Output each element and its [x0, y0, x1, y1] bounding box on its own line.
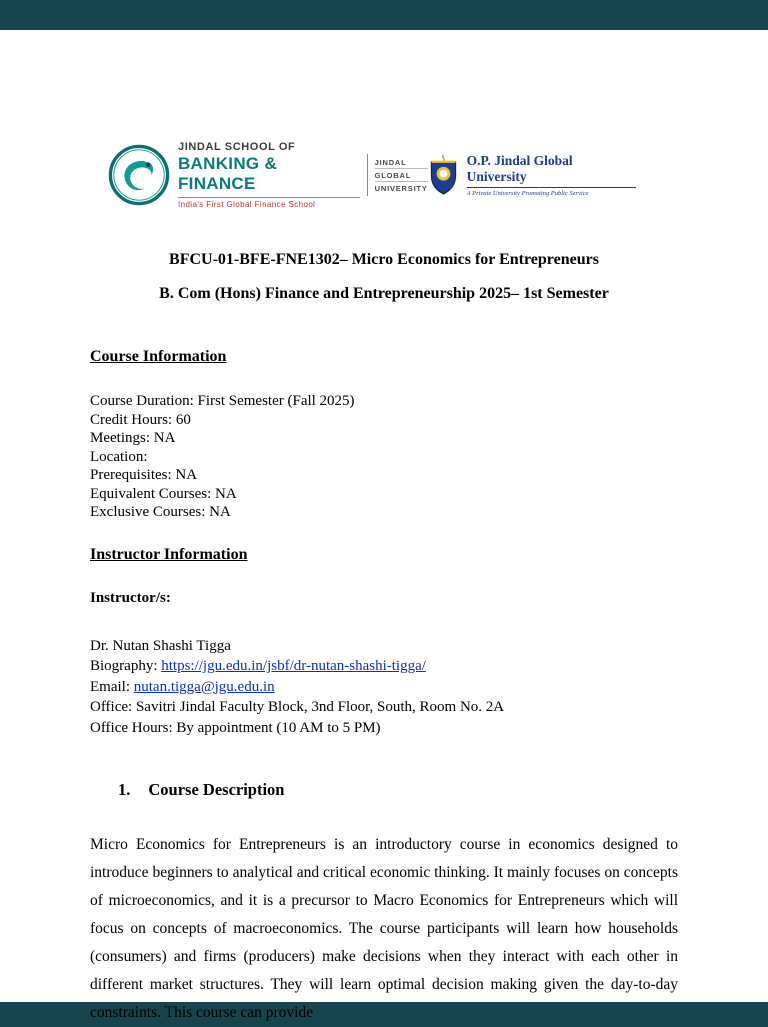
- logo-divider: [367, 154, 368, 196]
- info-line-meetings: Meetings: NA: [90, 430, 176, 446]
- jgu-side-line1: JINDAL: [375, 156, 428, 169]
- jgu-side-line3: UNIVERSITY: [374, 183, 428, 193]
- biography-label: Biography:: [90, 658, 162, 674]
- jsbf-tagline: India's First Global Finance School: [178, 197, 360, 209]
- instructor-block: [90, 636, 678, 739]
- info-line-credit-hours: Credit Hours: 60: [90, 411, 191, 428]
- info-line-course-duration: Course Duration: First Semester (Fall 2025): [90, 393, 355, 409]
- jgu-side-text: [375, 156, 428, 194]
- jsbf-circle-icon: [108, 144, 170, 206]
- biography-link[interactable]: https://jgu.edu.in/jsbf/dr-nutan-shashi-tigga/: [161, 658, 426, 674]
- instructor-biography-line: [90, 656, 678, 677]
- jsbf-logo: [108, 141, 428, 209]
- info-line-equivalent-courses: Equivalent Courses: NA: [90, 485, 237, 502]
- opjgu-logo: [428, 153, 636, 197]
- instructor-office-hours-line: Office Hours: By appointment (10 AM to 5 PM): [90, 719, 381, 736]
- info-line-location: Location:: [90, 448, 148, 465]
- opjgu-tagline: A Private University Promoting Public Service: [467, 187, 636, 197]
- instructor-subheading: Instructor/s:: [90, 589, 171, 606]
- course-description-heading-text: Course Description: [148, 780, 285, 799]
- email-link[interactable]: nutan.tigga@jgu.edu.in: [133, 678, 275, 695]
- instructor-information-heading: Instructor Information: [90, 545, 248, 563]
- document-page: [0, 30, 768, 1021]
- course-title-line1: BFCU-01-BFE-FNE1302– Micro Economics for Entrepreneurs: [169, 251, 599, 268]
- opjgu-logo-text: [467, 153, 636, 197]
- jgu-side-line2: GLOBAL: [375, 169, 428, 182]
- instructor-name: Dr. Nutan Shashi Tigga: [90, 637, 231, 654]
- course-description-paragraph: Micro Economics for Entrepreneurs is an introductory course in economics designed to introduce beginners to analytical and critical economic thinking. It mainly focuses on concepts of microeconomics, and it is a precursor to Macro Economics for Entrepreneurs which will focus on concepts of macroeconomics. The course participants will learn how households (consumers) and firms (producers) make decisions when they interact with each other in different market structures. They will learn optimal decision making given the day-to-day constraints. This course can provide: [90, 836, 678, 1021]
- document-content: [0, 142, 768, 1027]
- opjgu-name: O.P. Jindal Global University: [466, 153, 573, 185]
- opjgu-crest-icon: [428, 154, 459, 197]
- instructor-office-line: Office: Savitri Jindal Faculty Block, 3nd Floor, South, Room No. 2A: [90, 699, 505, 715]
- course-information-block: [90, 392, 678, 522]
- document-title: [90, 243, 678, 311]
- email-label: Email:: [90, 678, 134, 695]
- course-information-heading: Course Information: [90, 348, 227, 365]
- course-description-heading: [118, 780, 678, 800]
- course-description-number: 1.: [118, 780, 131, 799]
- course-title-line2: B. Com (Hons) Finance and Entrepreneurship 2025– 1st Semester: [159, 285, 609, 302]
- instructor-email-line: [90, 677, 678, 698]
- jsbf-logo-text: [178, 141, 360, 209]
- info-line-exclusive-courses: Exclusive Courses: NA: [90, 504, 231, 520]
- logos-row: [90, 142, 678, 208]
- info-line-prerequisites: Prerequisites: NA: [90, 467, 198, 483]
- jsbf-name-line2: BANKING & FINANCE: [177, 154, 278, 193]
- jsbf-name-line1: JINDAL SCHOOL OF: [177, 141, 296, 153]
